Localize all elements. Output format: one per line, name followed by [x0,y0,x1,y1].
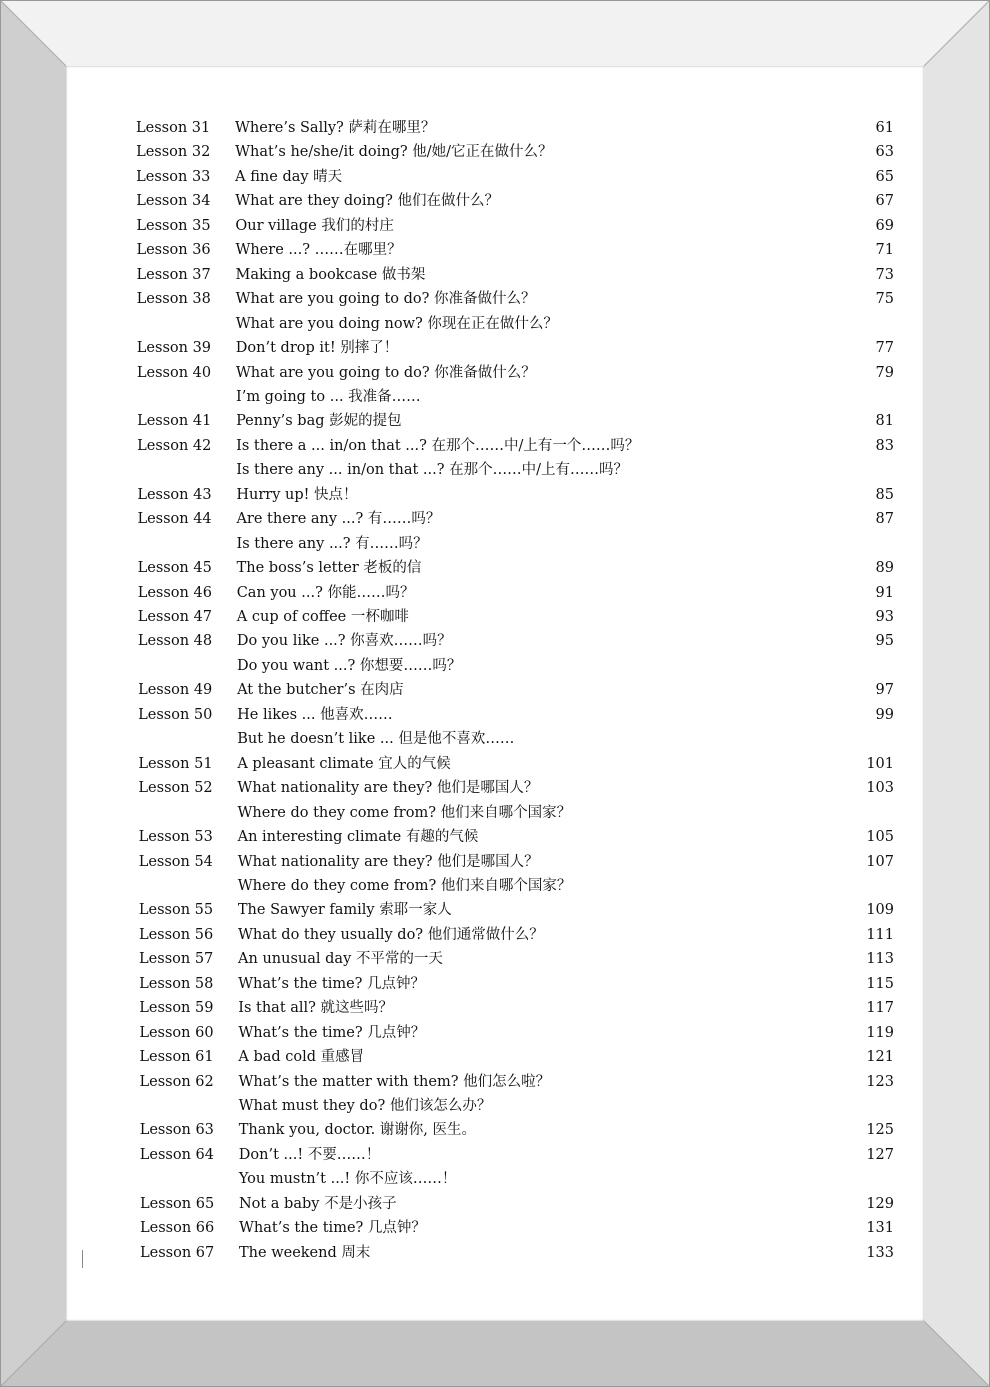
toc-page-number: 75 [875,291,894,308]
toc-page-number: 85 [875,486,894,503]
toc-row [66,238,924,262]
toc-lesson-label: Lesson 54 [138,853,213,870]
toc-row [66,214,924,238]
toc-lesson-label: Lesson 65 [139,1195,215,1212]
toc-row [66,776,924,800]
toc-lesson-label: Lesson 55 [138,902,214,919]
toc-row [66,140,924,164]
toc-lesson-label: Lesson 64 [139,1146,214,1163]
toc-row [66,409,924,433]
toc-row [66,850,924,874]
toc-title: Where’s Sally? 萨莉在哪里？ [235,120,436,136]
toc-lesson-label: Lesson 34 [136,193,211,210]
toc-row [66,1143,924,1167]
toc-lesson-label: Lesson 66 [140,1220,215,1237]
toc-row [66,874,924,898]
book-page [66,66,924,1321]
toc-title: Is there a ... in/on that ...? 在那个……中/上有一个……吗？ [236,437,640,454]
toc-title: The boss’s letter 老板的信 [236,560,422,577]
toc-row [66,287,924,311]
toc-row [66,703,924,727]
toc-lesson-label: Lesson 47 [137,609,213,625]
toc-row [66,532,924,556]
toc-row [66,1094,924,1118]
toc-lesson-label: Lesson 43 [137,486,212,503]
toc-row [66,434,924,458]
toc-lesson-label: Lesson 56 [138,926,214,943]
toc-row [66,947,924,971]
toc-lesson-label: Lesson 45 [137,560,212,577]
toc-lesson-label: Lesson 63 [139,1122,214,1139]
toc-title: Do you like ...? 你喜欢……吗？ [236,633,452,650]
toc-row [66,1216,924,1240]
toc-page-number: 65 [875,168,894,185]
toc-lesson-label: Lesson 35 [136,217,211,234]
toc-page-number: 105 [866,829,894,846]
toc-page-number: 81 [875,413,894,430]
toc-row [66,801,924,825]
toc-row [66,923,924,947]
toc-lesson-label: Lesson 41 [137,413,212,430]
toc-title: Penny’s bag 彭妮的提包 [236,413,402,430]
toc-title: A cup of coffee 一杯咖啡 [236,609,409,625]
toc-title: What are you going to do? 你准备做什么？ [235,291,536,308]
toc-title: A bad cold 重感冒 [238,1049,365,1066]
toc-row [66,996,924,1020]
toc-row [66,654,924,678]
toc-title: An interesting climate 有趣的气候 [237,829,479,846]
toc-title: What’s the time? 几点钟？ [238,1024,426,1041]
toc-page-number: 77 [875,340,894,357]
toc-row [66,898,924,922]
toc-page-number: 83 [875,437,894,454]
toc-title: Where ...? ……在哪里？ [235,242,402,259]
toc-page-number: 123 [866,1073,894,1090]
toc-row [66,1118,924,1142]
toc-lesson-label: Lesson 44 [137,511,212,528]
toc-lesson-label: Lesson 39 [136,340,212,357]
toc-lesson-label: Lesson 38 [136,291,211,308]
toc-lesson-label: Lesson 52 [138,780,213,797]
toc-page-number: 119 [866,1024,894,1041]
toc-title: What’s the time? 几点钟？ [239,1220,426,1237]
toc-page-number: 125 [866,1122,894,1139]
toc-row [66,385,924,409]
toc-row [66,972,924,996]
toc-title: What’s the matter with them? 他们怎么啦？ [238,1073,551,1090]
toc-row [66,752,924,776]
toc-title: What are you doing now? 你现在正在做什么？ [235,315,558,332]
toc-page-number: 103 [866,780,894,797]
toc-page-number: 73 [875,266,894,283]
toc-title: A fine day 晴天 [235,168,343,185]
toc-title: The weekend 周末 [239,1244,371,1261]
toc-title: The Sawyer family 索耶一家人 [237,902,452,919]
toc-title: What’s he/she/it doing? 他/她/它正在做什么？ [235,144,553,161]
toc-title: At the butcher’s 在肉店 [237,682,404,699]
toc-lesson-label: Lesson 60 [139,1024,214,1041]
toc-title: Is there any ...? 有……吗？ [236,535,428,552]
toc-title: Hurry up! 快点！ [236,486,358,503]
toc-lesson-label: Lesson 57 [139,951,214,968]
toc-row [66,336,924,360]
toc-row [66,678,924,702]
toc-lesson-label: Lesson 58 [139,975,214,992]
toc-title: Are there any ...? 有……吗？ [236,511,441,528]
toc-row [66,605,924,629]
toc-page-number: 133 [866,1244,894,1261]
toc-title: Don’t ...! 不要……！ [238,1146,381,1163]
toc-lesson-label: Lesson 33 [136,168,211,185]
toc-row [66,458,924,482]
scan-mark [82,1250,83,1268]
toc-page-number: 61 [875,120,894,136]
toc-title: Can you ...? 你能……吗？ [236,584,415,601]
toc-page-number: 115 [866,975,894,992]
toc-lesson-label: Lesson 48 [137,633,213,650]
toc-page-number: 95 [875,633,894,650]
toc-title: He likes ... 他喜欢…… [237,706,393,723]
toc-lesson-label: Lesson 40 [136,364,212,381]
toc-row [66,556,924,580]
toc-lesson-label: Lesson 32 [136,144,211,161]
toc-lesson-label: Lesson 59 [139,1000,214,1017]
toc-row [66,581,924,605]
toc-lesson-label: Lesson 53 [138,829,213,846]
toc-page-number: 113 [866,951,894,968]
toc-title: Don’t drop it! 别摔了！ [235,340,399,357]
toc-title: But he doesn’t like ... 但是他不喜欢…… [237,731,515,748]
toc-title: Making a bookcase 做书架 [235,266,426,283]
toc-lesson-label: Lesson 61 [139,1049,214,1066]
toc-lesson-label: Lesson 31 [136,120,211,136]
toc-lesson-label: Lesson 37 [136,266,211,283]
toc-page-number: 101 [866,755,894,772]
toc-title: Where do they come from? 他们来自哪个国家？ [237,877,572,894]
toc-page-number: 91 [875,584,894,601]
toc-row [66,825,924,849]
toc-title: Is there any ... in/on that ...? 在那个……中/上有……吗？ [236,462,628,479]
toc-row [66,483,924,507]
toc-page-number: 121 [866,1049,894,1066]
table-of-contents [66,66,924,1321]
toc-lesson-label: Lesson 36 [136,242,211,259]
toc-page-number: 117 [866,1000,894,1017]
toc-lesson-label: Lesson 67 [140,1244,215,1261]
toc-row [66,1021,924,1045]
toc-row [66,361,924,385]
toc-title: What’s the time? 几点钟？ [238,975,426,992]
toc-row [66,1192,924,1216]
toc-title: Thank you, doctor. 谢谢你, 医生。 [238,1122,477,1139]
toc-page-number: 131 [866,1220,894,1237]
toc-page-number: 71 [875,242,894,259]
toc-title: What are you going to do? 你准备做什么？ [235,364,536,381]
toc-page-number: 89 [875,560,894,577]
toc-page-number: 99 [875,706,894,723]
toc-page-number: 93 [875,609,894,625]
toc-page-number: 109 [866,902,894,919]
toc-page-number: 111 [866,926,894,943]
toc-title: Do you want ...? 你想要……吗？ [236,657,462,674]
toc-lesson-label: Lesson 49 [138,682,213,699]
toc-page-number: 67 [875,193,894,210]
toc-title: An unusual day 不平常的一天 [238,951,443,968]
toc-page-number: 63 [875,144,894,161]
toc-lesson-label: Lesson 62 [139,1073,214,1090]
toc-row [66,629,924,653]
toc-title: What must they do? 他们该怎么办？ [238,1098,492,1114]
toc-page-number: 69 [875,217,894,234]
toc-row [66,312,924,336]
toc-row [66,116,924,140]
toc-row [66,1241,924,1265]
toc-title: What are they doing? 他们在做什么？ [235,193,500,210]
toc-title: What nationality are they? 他们是哪国人？ [237,780,539,797]
toc-row [66,727,924,751]
toc-page-number: 107 [866,853,894,870]
toc-page-number: 127 [866,1146,894,1163]
toc-lesson-label: Lesson 46 [137,584,212,601]
toc-row [66,507,924,531]
toc-title: What nationality are they? 他们是哪国人？ [237,853,539,870]
toc-page-number: 97 [875,682,894,699]
toc-title: Where do they come from? 他们来自哪个国家？ [237,804,572,821]
toc-title: What do they usually do? 他们通常做什么？ [237,926,544,943]
toc-row [66,189,924,213]
toc-page-number: 79 [875,364,894,381]
toc-row [66,263,924,287]
toc-title: A pleasant climate 宜人的气候 [237,755,451,772]
toc-title: Not a baby 不是小孩子 [238,1195,397,1212]
toc-row [66,1045,924,1069]
toc-title: Is that all? 就这些吗？ [238,1000,394,1017]
toc-lesson-label: Lesson 51 [138,755,213,772]
toc-lesson-label: Lesson 42 [137,437,212,454]
toc-row [66,1070,924,1094]
toc-title: Our village 我们的村庄 [235,217,394,234]
toc-title: You mustn’t ...! 你不应该……！ [238,1171,457,1188]
toc-row [66,1167,924,1191]
toc-row [66,165,924,189]
toc-page-number: 87 [875,511,894,528]
toc-lesson-label: Lesson 50 [138,706,213,723]
toc-title: I’m going to ... 我准备…… [235,388,421,405]
toc-page-number: 129 [866,1195,894,1212]
